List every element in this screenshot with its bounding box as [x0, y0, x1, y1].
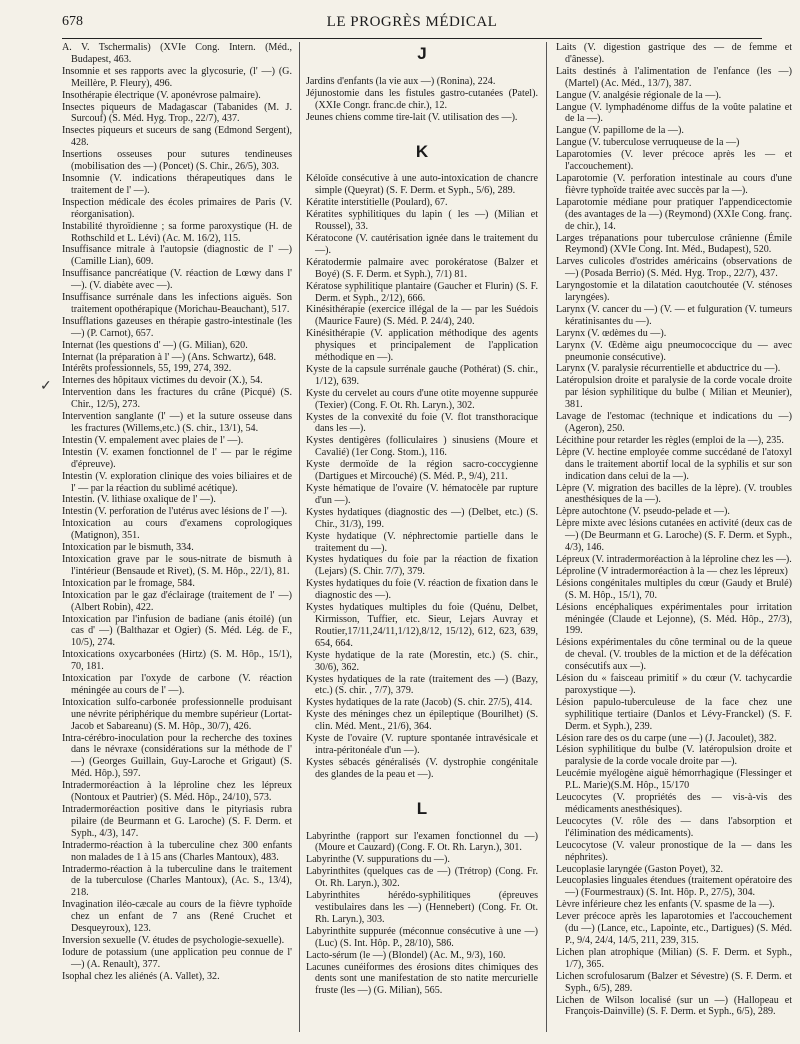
index-entry: Insufflations gazeuses en thérapie gastro-intestinale (les—) (P. Carnot), 657. — [62, 315, 292, 339]
index-entry: Kyste hydatique de la rate (Morestin, etc.) (S. chir., 30/6), 362. — [306, 649, 538, 673]
index-entry: Kératose syphilitique plantaire (Gaucher et Flurin) (S. F. Derm. et Syph., 2/12), 666. — [306, 280, 538, 304]
index-entry: Instabilité thyroïdienne ; sa forme paroxystique (H. de Rothschild et L. Lévi) (Ac. M. 16/2), 115. — [62, 220, 292, 244]
index-entry: Leucocytose (V. valeur pronostique de la — dans les néphrites). — [556, 839, 792, 863]
page-number: 678 — [62, 14, 83, 29]
index-entry: Kystes sébacés généralisés (V. dystrophie congénitale des glandes de la peau et —). — [306, 756, 538, 780]
index-entry: Intoxication par l'infusion de badiane (anis étoilé) (un cas d' —) (Balthazar et Ogier) (S. Méd. Lég. de F., 10/5), 274. — [62, 613, 292, 649]
index-entry: Kératites syphilitiques du lapin ( les —) (Milian et Roussel), 33. — [306, 209, 538, 233]
index-entry: Internat (les questions d' —) (G. Milian), 620. — [62, 339, 248, 351]
index-entry: Intradermoréaction à la léproline chez les lépreux (Nontoux et Pautrier) (S. Méd. Hôp., 24/10), 573. — [62, 780, 292, 804]
index-entry: Intoxication par le gaz d'éclairage (traitement de l' —) (Albert Robin), 422. — [62, 589, 292, 613]
index-entry: Langue (V. analgésie régionale de la —). — [556, 89, 722, 101]
index-entry: Lèpre (V. migration des bacilles de la lèpre). (V. troubles anesthésiques de la —). — [556, 482, 792, 506]
index-entry: Kyste hématique de l'ovaire (V. hématocèle par rupture d'un —). — [306, 483, 538, 506]
index-entry: Larves culicoles d'ostrides américains (observations de —) (Posada Berrio) (S. Méd. Hyg. Trop., 22/7), 437. — [556, 256, 792, 280]
index-entry: Intoxication par le fromage, 584. — [62, 577, 195, 589]
index-entry: Lèpre autochtone (V. pseudo-pelade et —). — [556, 506, 730, 518]
index-entry: Jeunes chiens comme tire-lait (V. utilisation des —). — [306, 111, 518, 123]
index-entry: Labyrinthe (rapport sur l'examen fonctionnel du —) (Moure et Cauzard) (Cong. F. Ot. Rh. Laryn.), 301. — [306, 830, 538, 854]
index-entry: Kyste de l'ovaire (V. rupture spontanée intravésicale et intra-péritonéale d'un —). — [306, 733, 538, 756]
index-entry: Kinésithérapie (V. application méthodique des agents physiques et principalement de l'application méthodique en —). — [306, 328, 538, 364]
index-entry: Insomnie et ses rapports avec la glycosurie, (l' —) (G. Meillère, P. Fleury), 496. — [62, 65, 292, 89]
index-entry: Kyste de la capsule surrénale gauche (Pothérat) (S. chir., 1/12), 639. — [306, 363, 538, 387]
index-entry: Laits destinés à l'alimentation de l'enfance (les —) (Martel) (Ac. Méd., 13/7), 387. — [556, 65, 792, 89]
index-entry: Larynx (V. cancer du —) (V. — et fulguration (V. tumeurs kératinisantes du —). — [556, 303, 792, 327]
index-entry: Insertions osseuses pour sutures tendineuses (mobilisation des —) (Poncet) (S. Chir., 26/5), 303. — [62, 149, 292, 173]
index-entry: Latéropulsion droite et paralysie de la corde vocale droite par lésion syphilitique du bulbe ( Milian et Meunier), 381. — [556, 375, 792, 411]
index-entry: Labyrinthites hérédo-syphilitiques (épreuves vestibulaires dans les —) (Hennebert) (Cong. Fr. Ot. Rh. Laryn.), 303. — [306, 890, 538, 925]
index-entry: A. V. Tschermalis) (XVIe Cong. Intern. (Méd., Budapest, 463. — [62, 42, 292, 65]
header-rule — [62, 38, 762, 39]
index-entry: Lèpre (V. hectine employée comme succédané de l'atoxyl dans le traitement abortif local de la syphilis et sur son indication dans celui de la —). — [556, 446, 792, 482]
section-letter: L — [416, 798, 428, 818]
index-entry: Lacunes cunéiformes des érosions dites chimiques des dents sont une manifestation de sto natite mercurielle fruste (les —) (G. Milian), 565. — [306, 961, 538, 997]
index-entry: Kystes hydatiques de la rate (traitement des —) (Bazy, etc.) (S. chir. , 7/7), 379. — [306, 673, 538, 697]
index-entry: Leucémie myélogène aiguë hémorrhagique (Flessinger et P.L. Marie)(S.M. Hôp., 15/170 — [556, 768, 792, 792]
section-letter: J — [417, 44, 427, 63]
index-entry: Intestin (V. exploration clinique des voies biliaires et de l' — par la réaction du sublimé acétique). — [62, 470, 292, 494]
index-entry: Lichen plan atrophique (Milian) (S. F. Derm. et Syph., 1/7), 365. — [556, 946, 792, 970]
index-entry: Insomnie (V. indications thérapeutiques dans le traitement de l' —). — [62, 172, 292, 196]
index-entry: Laryngostomie et la dilatation caoutchoutée (V. sténoses laryngées). — [556, 280, 792, 304]
index-entry: Lavage de l'estomac (technique et indications du —) (Ageron), 250. — [556, 411, 792, 434]
index-entry: Kératite interstitielle (Poulard), 67. — [306, 197, 448, 209]
index-entry: Leucocytes (V. rôle des — dans l'absorption et l'élimination des médicaments). — [556, 815, 792, 839]
index-entry: Lésion papulo-tuberculeuse de la face chez une syphilitique tertiaire (Danlos et Lévy-Franckel) (S. F. Derm. et Syph.), 239. — [556, 696, 792, 732]
section-letter: K — [415, 141, 429, 161]
column-divider — [546, 42, 547, 1032]
index-entry: Lécithine pour retarder les règles (emploi de la —), 235. — [556, 434, 784, 446]
index-entry: Labyrinthites (quelques cas de —) (Trétrop) (Cong. Fr. Ot. Rh. Laryn.), 302. — [306, 866, 538, 890]
index-entry: Langue (V. lymphadénome diffus de la voûte palatine et de la —). — [556, 101, 792, 125]
index-entry: Insectes piqueurs et suceurs de sang (Edmond Sergent), 428. — [62, 125, 292, 149]
index-entry: Internes des hôpitaux victimes du devoir (X.), 54. — [62, 375, 263, 387]
index-entry: Labyrinthe (V. suppurations du —). — [306, 854, 450, 866]
index-entry: Intra-cérébro-inoculation pour la recherche des toxines dans le névraxe (considérations sur la méthode de l' —) (Georges Guillain, Guy-Laroche et Grigaut) (S. Méd. Hôp.), 597. — [62, 732, 292, 780]
index-entry: Intestin (V. empalement avec plaies de l' —). — [62, 434, 244, 446]
index-entry: Intradermo-réaction à la tuberculine chez 300 enfants non malades de 1 à 15 ans (Charles Mantoux), 483. — [62, 839, 292, 863]
page-header — [62, 14, 762, 36]
column-divider — [299, 42, 300, 1032]
index-entry: Kyste dermoïde de la région sacro-coccygienne (Dartigues et Mircouché) (S. Méd. P., 9/4), 211. — [306, 459, 538, 483]
index-entry: Insuffisance mitrale à l'autopsie (diagnostic de l' —) (Camille Lian), 609. — [62, 244, 292, 268]
index-entry: Leucoplasie laryngée (Gaston Poyet), 32. — [556, 863, 724, 875]
index-entry: Lésions congénitales multiples du cœur (Gaudy et Brulé) (S. M. Hôp., 15/1), 70. — [556, 577, 792, 601]
index-entry: Larynx (V. paralysie récurrentielle et abductrice du —). — [556, 363, 781, 375]
index-entry: Laparotomie (V. perforation intestinale au cours d'une fièvre typhoïde traitée avec succès par la —). — [556, 172, 792, 196]
index-entry: Intradermo-réaction à la tuberculine dans le traitement de la tuberculose (Charles Mantoux), (Ac. S., 13/4), 218. — [62, 863, 292, 899]
index-entry: Jéjunostomie dans les fistules gastro-cutanées (Patel). (XXIe Congr. franc.de chir.), 12. — [306, 87, 538, 111]
index-entry: Langue (V. papillome de la —). — [556, 125, 684, 137]
index-entry: Leucoplasies linguales étendues (traitement opératoire des —) (Fourmestraux) (S. Int. Hôp. P., 27/5), 304. — [556, 875, 792, 899]
index-entry: Larynx (V. Œdème aigu pneumococcique du — avec pneumonie consécutive). — [556, 339, 792, 363]
index-entry: Intoxication sulfo-carbonée professionnelle produisant une névrite périphérique du membre supérieur (Lortat-Jacob et Sabareanu) (S. M. Hôp., 30/7), 426. — [62, 696, 292, 732]
index-entry: Intoxication par l'oxyde de carbone (V. réaction méningée au cours de l' —). — [62, 673, 292, 696]
index-entry: Insectes piqueurs de Madagascar (Tabanides (M. J. Surcouf) (S. Méd. Hyg. Trop., 22/7), 437. — [62, 101, 292, 125]
index-entry: Intervention dans les fractures du crâne (Picqué) (S. Chir., 12/5), 273. — [62, 387, 292, 411]
index-entry: Kyste hydatique (V. néphrectomie partielle dans le traitement du —). — [306, 530, 538, 554]
margin-checkmark: ✓ — [40, 379, 52, 394]
index-entry: Lèpre mixte avec lésions cutanées en activité (deux cas de —) (De Beurmann et G. Laroche) (S. F. Derm. et Syph., 4/3), 146. — [556, 518, 792, 554]
index-entry: Isophal chez les aliénés (A. Vallet), 32. — [62, 970, 220, 982]
index-entry: Laparotomie médiane pour pratiquer l'appendicectomie (des avantages de la —) (Reymond) (XXIe Cong. franç. de chir.), 14. — [556, 196, 792, 232]
index-entry: Intestin. (V. lithiase oxalique de l' —). — [62, 494, 216, 506]
index-entry: Lésion syphilitique du bulbe (V. latéropulsion droite et paralysie de la corde vocale droite par —). — [556, 744, 792, 768]
index-entry: Lichen de Wilson localisé (sur un —) (Hallopeau et François-Dainville) (S. F. Derm. et Syph., 6/5), 289. — [556, 994, 792, 1018]
index-entry: Insuffisance surrénale dans les infections aiguës. Son traitement opothérapique (Morichau-Beauchant), 517. — [62, 292, 292, 315]
index-entry: Kystes de la convexité du foie (V. flot transthoracique dans les —). — [306, 411, 538, 435]
index-entry: Kératocone (V. cautérisation ignée dans le traitement du —). — [306, 232, 538, 256]
index-entry: Laparotomies (V. lever précoce après les — et l'accouchement). — [556, 149, 792, 173]
index-entry: Kystes hydatiques du foie (V. réaction de fixation dans le diagnostic des —). — [306, 578, 538, 602]
index-entry: Larges trépanations pour tuberculose crânienne (Émile Reymond) (XVIe Cong. Int. Méd., Budapest), 520. — [556, 232, 792, 256]
index-entry: Lésions encéphaliques expérimentales pour irritation méningée (Claude et Lejonne), (S. Méd. Hôp., 27/3), 199. — [556, 601, 792, 637]
index-entry: Lacto-sérum (le —) (Blondel) (Ac. M., 9/3), 160. — [306, 949, 506, 961]
index-column-1 — [62, 42, 292, 1038]
index-entry: Kéloïde consécutive à une auto-intoxication de chancre simple (Queyrat) (S. F. Derm. et Syph., 5/6), 289. — [306, 173, 538, 197]
index-entry: Intradermoréaction positive dans le pityriasis rubra pilaire (de Beurmann et G. Laroche) (S. F. Derm. et Syph., 4/3), 147. — [62, 804, 292, 839]
index-entry: Kystes hydatiques (diagnostic des —) (Delbet, etc.) (S. Chir., 31/3), 199. — [306, 506, 538, 530]
index-entry: Lésion du « faisceau primitif » du cœur (V. tachycardie paroxystique —). — [556, 673, 792, 696]
index-entry: Intérêts professionnels, 55, 199, 274, 392. — [62, 363, 232, 375]
index-entry: Intervention sanglante (l' —) et la suture osseuse dans les fractures (Willems,etc.) (S. chir., 13/1), 54. — [62, 411, 292, 434]
index-entry: Kinésithérapie (exercice illégal de la — par les Suédois (Maurice Faure) (S. Méd. P. 24/4), 240. — [306, 304, 538, 328]
index-entry: Intoxication par le bismuth, 334. — [62, 542, 194, 554]
index-entry: Insothérapie électrique (V. aponévrose palmaire). — [62, 89, 261, 101]
index-entry: Lèvre inférieure chez les enfants (V. spasme de la —). — [556, 899, 775, 911]
index-entry: Intoxication au cours d'examens coprologiques (Matignon), 351. — [62, 518, 292, 542]
index-entry: Kyste du cervelet au cours d'une otite moyenne suppurée (Texier) (Cong. F. Ot. Rh. Laryn.), 302. — [306, 387, 538, 411]
index-entry: Intestin (V. perforation de l'utérus avec lésions de l' —). — [62, 506, 288, 518]
index-column-2 — [306, 42, 538, 1038]
index-entry: Langue (V. tuberculose verruqueuse de la —) — [556, 137, 740, 149]
index-entry: Lever précoce après les laparotomies et l'accouchement (du —) (Lance, etc., Lapointe, etc., Dartigues) (S. Méd. P., 9/4, 24/4, 14/5, 211, 239, 315. — [556, 911, 792, 946]
index-entry: Kystes dentigères (folliculaires ) sinusiens (Moure et Cavalié) (1er Cong. Stom.), 116. — [306, 435, 538, 459]
index-entry: Lépreux (V. intradermoréaction à la léproline chez les —). — [556, 553, 792, 565]
index-entry: Léproline (V intradermoréaction à la — chez les lépreux) — [556, 565, 788, 577]
index-column-3 — [556, 42, 792, 1038]
index-entry: Intoxications oxycarbonées (Hirtz) (S. M. Hôp., 15/1), 70, 181. — [62, 649, 292, 673]
index-entry: Leucocytes (V. propriétés des — vis-à-vis des médicaments anesthésiques). — [556, 792, 792, 815]
index-entry: Lésion rare des os du carpe (une —) (J. Jacoulet), 382. — [556, 732, 777, 744]
index-entry: Jardins d'enfants (la vie aux —) (Ronina), 224. — [306, 75, 496, 87]
index-entry: Invagination iléo-cæcale au cours de la fièvre typhoïde chez un enfant de 7 ans (René Cruchet et Desqueyroux), 123. — [62, 899, 292, 935]
index-entry: Kystes hydatiques de la rate (Jacob) (S. chir. 27/5), 414. — [306, 697, 533, 709]
index-entry: Kératodermie palmaire avec porokératose (Balzer et Boyé) (S. F. Derm. et Syph.), 7/1) 81. — [306, 256, 538, 280]
index-entry: Intoxication grave par le sous-nitrate de bismuth à l'intérieur (Bensaude et Rivet), (S. M. Hôp., 22/1), 81. — [62, 553, 292, 577]
index-entry: Kystes hydatiques multiples du foie (Quénu, Delbet, Kirmisson, Tuffier, etc. Sieur, Lejars Auvray et Routier,17/11,24/11,1/12),8/12, 15/12), 612, 623, 639, 654, 664. — [306, 602, 538, 649]
journal-title: LE PROGRÈS MÉDICAL — [326, 14, 498, 30]
index-entry: Labyrinthite suppurée (méconnue consécutive à une —) (Luc) (S. Int. Hôp. P., 28/10), 586. — [306, 925, 538, 949]
index-entry: Iodure de potassium (une application peu connue de l' —) (A. Renault), 377. — [62, 946, 292, 970]
index-entry: Inversion sexuelle (V. études de psychologie-sexuelle). — [62, 934, 285, 946]
index-entry: Intestin (V. examen fonctionnel de l' — par le régime d'épreuve). — [62, 446, 292, 470]
index-entry: Internat (la préparation à l' —) (Ans. Schwartz), 648. — [62, 351, 276, 363]
index-entry: Inspection médicale des écoles primaires de Paris (V. réorganisation). — [62, 196, 292, 220]
index-entry: Larynx (V. œdèmes du —). — [556, 327, 667, 339]
index-entry: Lichen scrofulosarum (Balzer et Sévestre) (S. F. Derm. et Syph., 6/5), 289. — [556, 970, 792, 994]
index-entry: Kystes hydatiques du foie par la réaction de fixation (Lejars) (S. Chir. 7/7), 379. — [306, 554, 538, 578]
index-entry: Kyste des méninges chez un épileptique (Bourilhet) (S. clin. Méd. Ment., 21/6), 364. — [306, 709, 538, 733]
index-entry: Laits (V. digestion gastrique des — de femme et d'ânesse). — [556, 42, 792, 65]
index-entry: Lésions expérimentales du cône terminal ou de la queue de cheval. (V. troubles de la miction et de la défécation consécutifs aux —). — [556, 637, 792, 673]
index-entry: Insuffisance pancréatique (V. réaction de Lœwy dans l' —). (V. diabète avec —). — [62, 268, 292, 292]
